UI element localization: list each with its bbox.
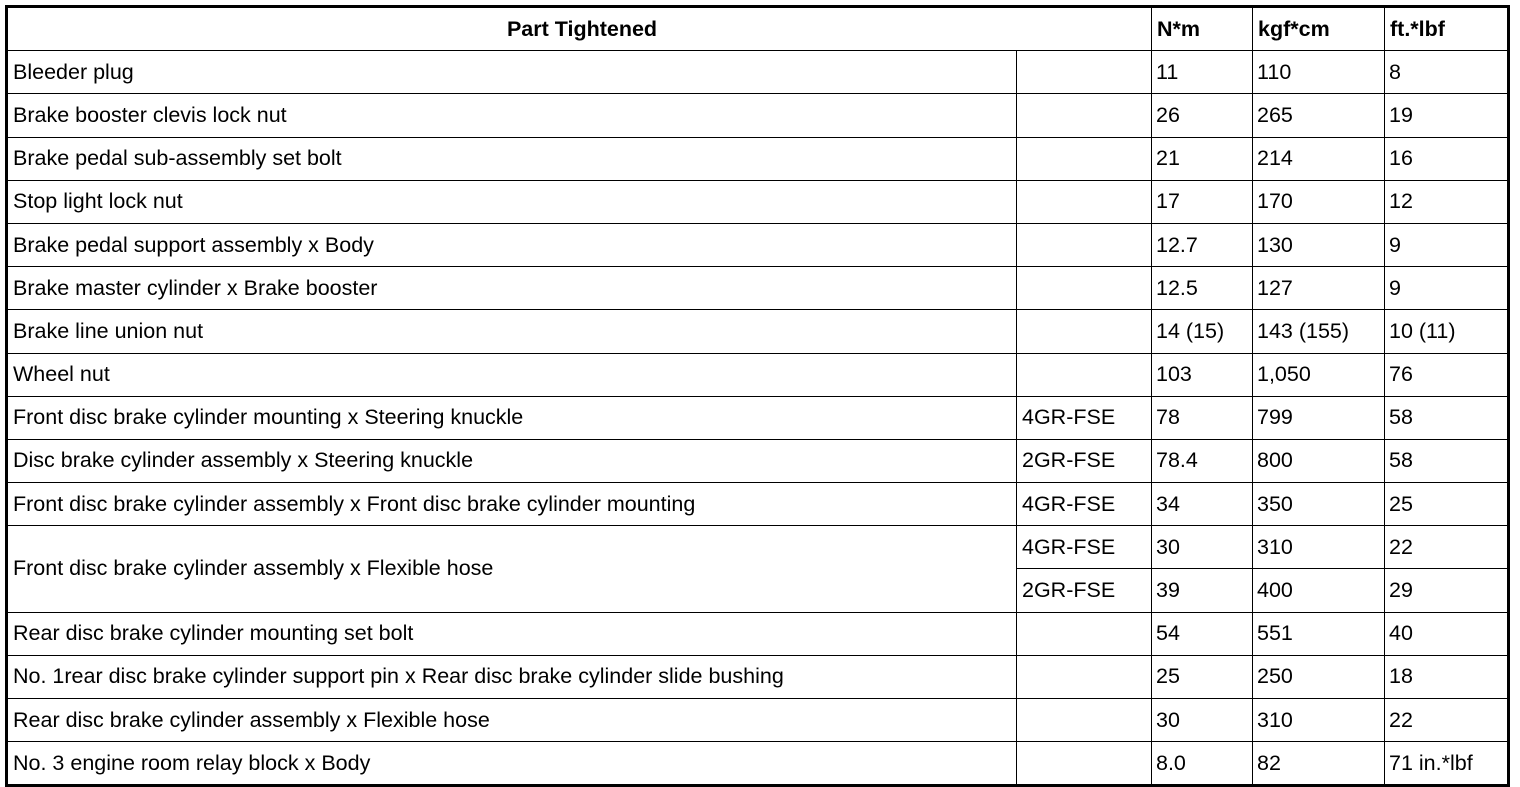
ftlbf-cell: 40	[1385, 612, 1509, 655]
table-row	[7, 94, 1509, 137]
kgfcm-cell: 551	[1253, 612, 1385, 655]
nm-cell: 54	[1152, 612, 1253, 655]
nm-cell: 25	[1152, 655, 1253, 698]
table-row	[7, 267, 1509, 310]
part-cell: Brake pedal support assembly x Body	[7, 223, 1017, 266]
engine-cell	[1017, 267, 1152, 310]
kgfcm-cell: 127	[1253, 267, 1385, 310]
table-row	[7, 699, 1509, 742]
ftlbf-cell: 9	[1385, 223, 1509, 266]
part-cell: No. 1rear disc brake cylinder support pin x Rear disc brake cylinder slide bushing	[7, 655, 1017, 698]
part-cell: Front disc brake cylinder assembly x Flexible hose	[7, 526, 1017, 612]
nm-cell: 78	[1152, 396, 1253, 439]
engine-cell	[1017, 655, 1152, 698]
part-cell: Rear disc brake cylinder assembly x Flexible hose	[7, 699, 1017, 742]
engine-cell	[1017, 94, 1152, 137]
header-ftlbf: ft.*lbf	[1385, 7, 1509, 51]
engine-cell	[1017, 180, 1152, 223]
engine-cell	[1017, 353, 1152, 396]
table-row	[7, 439, 1509, 482]
kgfcm-cell: 110	[1253, 51, 1385, 94]
table-row	[7, 180, 1509, 223]
table-header-row	[7, 7, 1509, 51]
header-part-tightened: Part Tightened	[7, 7, 1152, 51]
kgfcm-cell: 800	[1253, 439, 1385, 482]
part-cell: Rear disc brake cylinder mounting set bolt	[7, 612, 1017, 655]
kgfcm-cell: 82	[1253, 742, 1385, 786]
nm-cell: 8.0	[1152, 742, 1253, 786]
engine-cell	[1017, 742, 1152, 786]
kgfcm-cell: 799	[1253, 396, 1385, 439]
nm-cell: 30	[1152, 526, 1253, 569]
nm-cell: 17	[1152, 180, 1253, 223]
kgfcm-cell: 310	[1253, 699, 1385, 742]
table-row	[7, 137, 1509, 180]
torque-spec-table	[5, 5, 1510, 787]
part-cell: Bleeder plug	[7, 51, 1017, 94]
ftlbf-cell: 29	[1385, 569, 1509, 612]
table-row	[7, 310, 1509, 353]
ftlbf-cell: 76	[1385, 353, 1509, 396]
part-cell: Wheel nut	[7, 353, 1017, 396]
part-cell: Stop light lock nut	[7, 180, 1017, 223]
kgfcm-cell: 1,050	[1253, 353, 1385, 396]
nm-cell: 26	[1152, 94, 1253, 137]
ftlbf-cell: 12	[1385, 180, 1509, 223]
kgfcm-cell: 310	[1253, 526, 1385, 569]
engine-cell	[1017, 137, 1152, 180]
nm-cell: 78.4	[1152, 439, 1253, 482]
ftlbf-cell: 71 in.*lbf	[1385, 742, 1509, 786]
ftlbf-cell: 8	[1385, 51, 1509, 94]
ftlbf-cell: 22	[1385, 699, 1509, 742]
nm-cell: 34	[1152, 483, 1253, 526]
header-nm: N*m	[1152, 7, 1253, 51]
engine-cell	[1017, 612, 1152, 655]
header-kgfcm: kgf*cm	[1253, 7, 1385, 51]
part-cell: Front disc brake cylinder mounting x Steering knuckle	[7, 396, 1017, 439]
part-cell: Front disc brake cylinder assembly x Front disc brake cylinder mounting	[7, 483, 1017, 526]
engine-cell: 2GR-FSE	[1017, 439, 1152, 482]
part-cell: No. 3 engine room relay block x Body	[7, 742, 1017, 786]
ftlbf-cell: 25	[1385, 483, 1509, 526]
kgfcm-cell: 350	[1253, 483, 1385, 526]
ftlbf-cell: 10 (11)	[1385, 310, 1509, 353]
kgfcm-cell: 250	[1253, 655, 1385, 698]
part-cell: Brake pedal sub-assembly set bolt	[7, 137, 1017, 180]
engine-cell	[1017, 310, 1152, 353]
nm-cell: 30	[1152, 699, 1253, 742]
table-row	[7, 655, 1509, 698]
kgfcm-cell: 143 (155)	[1253, 310, 1385, 353]
engine-cell: 4GR-FSE	[1017, 526, 1152, 569]
ftlbf-cell: 9	[1385, 267, 1509, 310]
table-row	[7, 353, 1509, 396]
nm-cell: 12.7	[1152, 223, 1253, 266]
nm-cell: 11	[1152, 51, 1253, 94]
table-row	[7, 51, 1509, 94]
nm-cell: 12.5	[1152, 267, 1253, 310]
ftlbf-cell: 19	[1385, 94, 1509, 137]
table-row	[7, 396, 1509, 439]
engine-cell: 4GR-FSE	[1017, 396, 1152, 439]
kgfcm-cell: 130	[1253, 223, 1385, 266]
table-row	[7, 223, 1509, 266]
part-cell: Brake master cylinder x Brake booster	[7, 267, 1017, 310]
engine-cell	[1017, 51, 1152, 94]
nm-cell: 103	[1152, 353, 1253, 396]
ftlbf-cell: 18	[1385, 655, 1509, 698]
ftlbf-cell: 22	[1385, 526, 1509, 569]
table-row	[7, 483, 1509, 526]
engine-cell: 4GR-FSE	[1017, 483, 1152, 526]
kgfcm-cell: 265	[1253, 94, 1385, 137]
nm-cell: 14 (15)	[1152, 310, 1253, 353]
part-cell: Brake booster clevis lock nut	[7, 94, 1017, 137]
kgfcm-cell: 170	[1253, 180, 1385, 223]
part-cell: Disc brake cylinder assembly x Steering knuckle	[7, 439, 1017, 482]
ftlbf-cell: 58	[1385, 439, 1509, 482]
table-row	[7, 742, 1509, 786]
ftlbf-cell: 58	[1385, 396, 1509, 439]
kgfcm-cell: 400	[1253, 569, 1385, 612]
engine-cell	[1017, 699, 1152, 742]
table-row	[7, 612, 1509, 655]
kgfcm-cell: 214	[1253, 137, 1385, 180]
engine-cell: 2GR-FSE	[1017, 569, 1152, 612]
nm-cell: 21	[1152, 137, 1253, 180]
nm-cell: 39	[1152, 569, 1253, 612]
engine-cell	[1017, 223, 1152, 266]
part-cell: Brake line union nut	[7, 310, 1017, 353]
ftlbf-cell: 16	[1385, 137, 1509, 180]
table-row	[7, 526, 1509, 569]
